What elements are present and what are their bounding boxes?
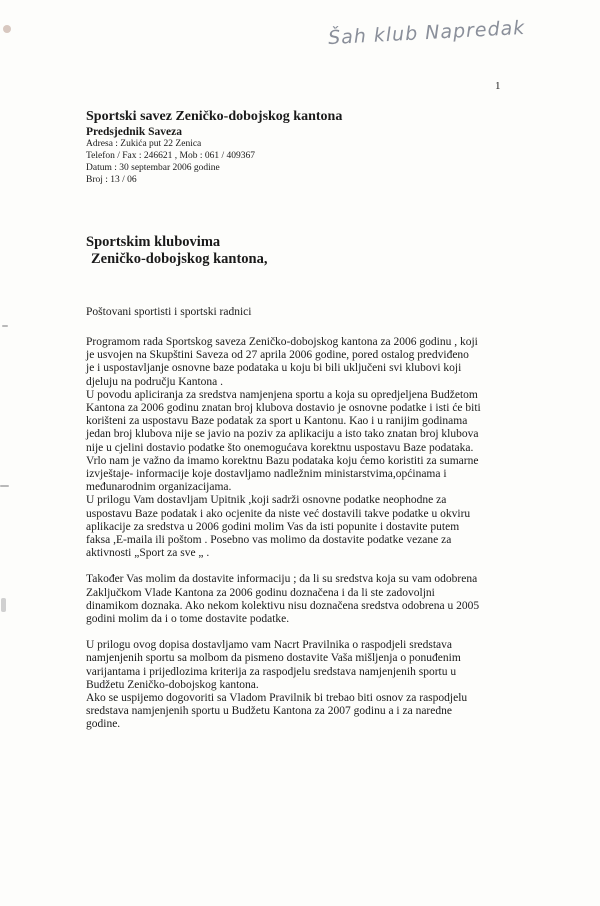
paragraph-line: U povodu apliciranja za sredstva namjenjena sportu a koja su opredjeljena Budžetom: [86, 388, 478, 401]
paragraph-line: Vrlo nam je važno da imamo korektnu Bazu podataka koju ćemo koristiti za sumarne: [86, 454, 479, 467]
paragraph-line: varijantama i prijedlozima kriterija za raspodjelu sredstava namjenjenih sportu u: [86, 665, 457, 678]
paragraph-gap: [86, 560, 516, 573]
scan-mark: [3, 25, 11, 33]
paragraph-line: Također Vas molim da dostavite informaciju ; da li su sredstva koja su vam odobrena: [86, 573, 478, 586]
paragraph-gap: [86, 626, 516, 639]
body-paragraph: [86, 573, 516, 626]
handwritten-note: Šah klub Napredak: [327, 16, 526, 50]
paragraph-line: godini molim da i o tome dostavite podatke.: [86, 613, 290, 626]
recipient-line-1: Sportskim klubovima: [86, 234, 221, 250]
paragraph-line: nije u cjelini dostavio podatke što onemogućava korektnu uspostavu Baze podataka.: [86, 441, 474, 454]
body-paragraph: [86, 494, 516, 560]
paragraph-line: uspostavu Baze podatak i ako ocjenite da niste već dostavili takve podatke u okviru: [86, 507, 471, 520]
paragraph-line: djeluju na području Kantona .: [86, 375, 224, 388]
paragraph-line: faksa ,E-maila ili poštom . Posebno vas molimo da dostavite podatke vezane za: [86, 534, 452, 547]
paragraph-line: Kantona za 2006 godinu znatan broj klubova dostavio je osnovne podatke i isti će biti: [86, 402, 481, 415]
paragraph-line: Zaključkom Vlade Kantona za 2006 godinu doznačena i da li ste zadovoljni: [86, 586, 435, 599]
paragraph-line: U prilogu Vam dostavljam Upitnik ,koji sadrži osnovne podatke neophodne za: [86, 494, 447, 507]
paragraph-line: namjenjenih sportu sa molbom da pismeno dostavite Vaša mišljenja o ponuđenim: [86, 652, 461, 665]
body-paragraph: [86, 389, 516, 495]
paragraph-line: U prilogu ovog dopisa dostavljamo vam Nacrt Pravilnika o raspodjeli sredstava: [86, 639, 453, 652]
scan-mark: [1, 598, 6, 612]
recipient-line-2: Zeničko-dobojskog kantona,: [91, 251, 268, 267]
paragraph-line: Ako se uspijemo dogovoriti sa Vladom Pravilnik bi trebao biti osnov za raspodjelu: [86, 692, 468, 705]
date-line: Datum : 30 septembar 2006 godine: [86, 162, 220, 173]
paragraph-line: jedan broj klubova nije se javio na poziv za aplikaciju a isto tako znatan broj klubova: [86, 428, 479, 441]
address-line: Adresa : Zukića put 22 Zenica: [86, 138, 202, 149]
organization-name: Sportski savez Zeničko-dobojskog kantona: [86, 109, 343, 124]
body-paragraph: [86, 336, 516, 389]
paragraph-line: dinamikom doznaka. Ako nekom kolektivu nisu doznačena sredstva odobrena u 2005: [86, 599, 480, 612]
reference-number: Broj : 13 / 06: [86, 174, 137, 185]
paragraph-line: je i uspostavljanje osnovne baze podataka u koju bi bili uključeni svi klubovi koji: [86, 362, 462, 375]
paragraph-line: godine.: [86, 718, 121, 731]
paragraph-line: aktivnosti „Sport za sve „ .: [86, 547, 210, 560]
paragraph-line: je usvojen na Skupštini Saveza od 27 aprila 2006 godine, pored ostalog predviđeno: [86, 349, 469, 362]
paragraph-line: korišteni za uspostavu Baze podatak za sport u Kantonu. Kao i u ranijim godinama: [86, 415, 468, 428]
page-number: 1: [495, 80, 501, 92]
letter-body: [86, 336, 516, 732]
salutation: Poštovani sportisti i sportski radnici: [86, 306, 252, 318]
scan-mark: [0, 485, 9, 487]
paragraph-line: izvještaje- informacije koje dostavljamo nadležnim ministarstvima,općinama i: [86, 468, 447, 481]
president-title: Predsjednik Saveza: [86, 125, 182, 138]
paragraph-line: međunarodnim organizacijama.: [86, 481, 232, 494]
body-paragraph: [86, 639, 516, 731]
phone-line: Telefon / Fax : 246621 , Mob : 061 / 409367: [86, 150, 256, 161]
scan-mark: [2, 325, 8, 327]
paragraph-line: Budžetu Zeničko-dobojskog kantona.: [86, 678, 259, 691]
paragraph-line: Programom rada Sportskog saveza Zeničko-dobojskog kantona za 2006 godinu , koji: [86, 336, 478, 348]
paragraph-line: sredstava namjenjenih sportu u Budžetu Kantona za 2007 godinu a i za naredne: [86, 705, 452, 718]
paragraph-line: aplikacije za sredstva u 2006 godini molim Vas da isti popunite i dostavite putem: [86, 520, 460, 533]
letterhead: [86, 110, 342, 186]
recipient-block: [86, 234, 267, 268]
